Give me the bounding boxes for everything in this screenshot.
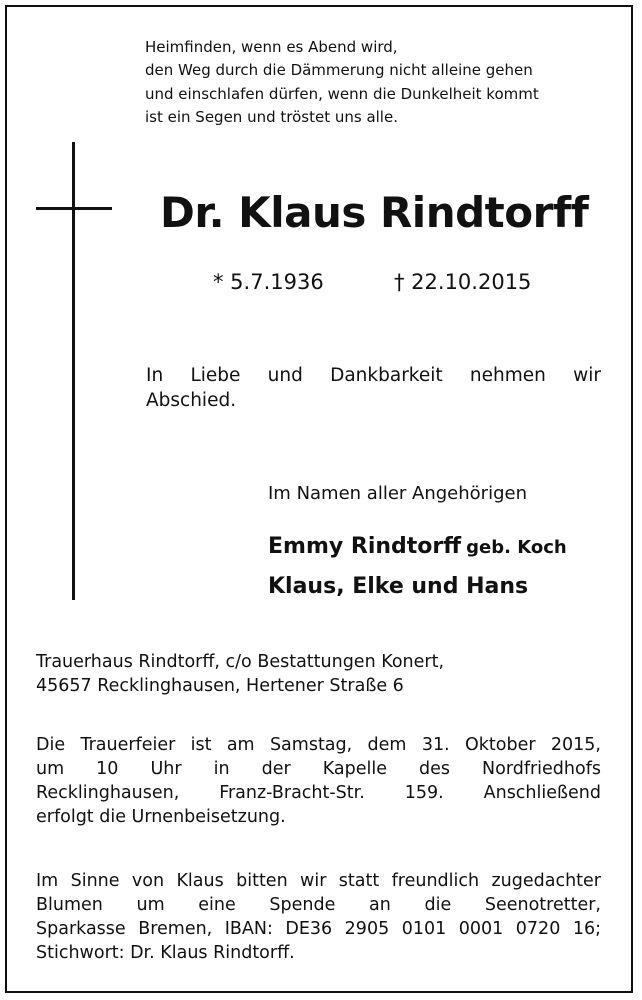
farewell-text: [146, 363, 601, 413]
poem-line: den Weg durch die Dämmerung nicht alleine gehen: [145, 61, 533, 80]
house-line: 45657 Recklinghausen, Hertener Straße 6: [36, 676, 404, 696]
ceremony-info: [36, 733, 601, 829]
family-intro: Im Namen aller Angehörigen: [268, 483, 527, 504]
deceased-name: Dr. Klaus Rindtorff: [160, 188, 589, 237]
house-line: Trauerhaus Rindtorff, c/o Bestattungen Konert,: [36, 652, 445, 672]
birth-date: * 5.7.1936: [213, 270, 324, 294]
poem-line: Heimfinden, wenn es Abend wird,: [145, 38, 398, 56]
cross-icon: [72, 142, 75, 600]
signer-emmy: [268, 534, 567, 559]
farewell-line: Abschied.: [146, 390, 237, 411]
donation-line: Im Sinne von Klaus bitten wir statt freundlich zugedachter: [36, 871, 601, 891]
poem-line: und einschlafen dürfen, wenn die Dunkelheit kommt: [145, 84, 539, 103]
farewell-line: In Liebe und Dankbarkeit nehmen wir: [146, 365, 601, 386]
cross-bar: [36, 207, 112, 210]
mourning-house: [36, 650, 601, 698]
signer-name: Emmy Rindtorff: [268, 534, 462, 559]
ceremony-line: Die Trauerfeier ist am Samstag, dem 31. Oktober 2015,: [36, 735, 601, 755]
ceremony-line: erfolgt die Urnenbeisetzung.: [36, 807, 286, 827]
poem-line: ist ein Segen und tröstet uns alle.: [145, 107, 398, 126]
signer-children: Klaus, Elke und Hans: [268, 574, 529, 599]
donation-line: Blumen um eine Spende an die Seenotretter,: [36, 895, 601, 915]
ceremony-line: um 10 Uhr in der Kapelle des Nordfriedhofs: [36, 759, 601, 779]
ceremony-line: Recklinghausen, Franz-Bracht-Str. 159. Anschließend: [36, 783, 601, 803]
death-date: † 22.10.2015: [394, 270, 532, 294]
signer-maiden-name: geb. Koch: [466, 537, 567, 558]
donation-line: Sparkasse Bremen, IBAN: DE36 2905 0101 0001 0720 16;: [36, 919, 601, 939]
donation-line: Stichwort: Dr. Klaus Rindtorff.: [36, 943, 295, 963]
poem: [145, 36, 539, 129]
donation-info: [36, 869, 601, 965]
